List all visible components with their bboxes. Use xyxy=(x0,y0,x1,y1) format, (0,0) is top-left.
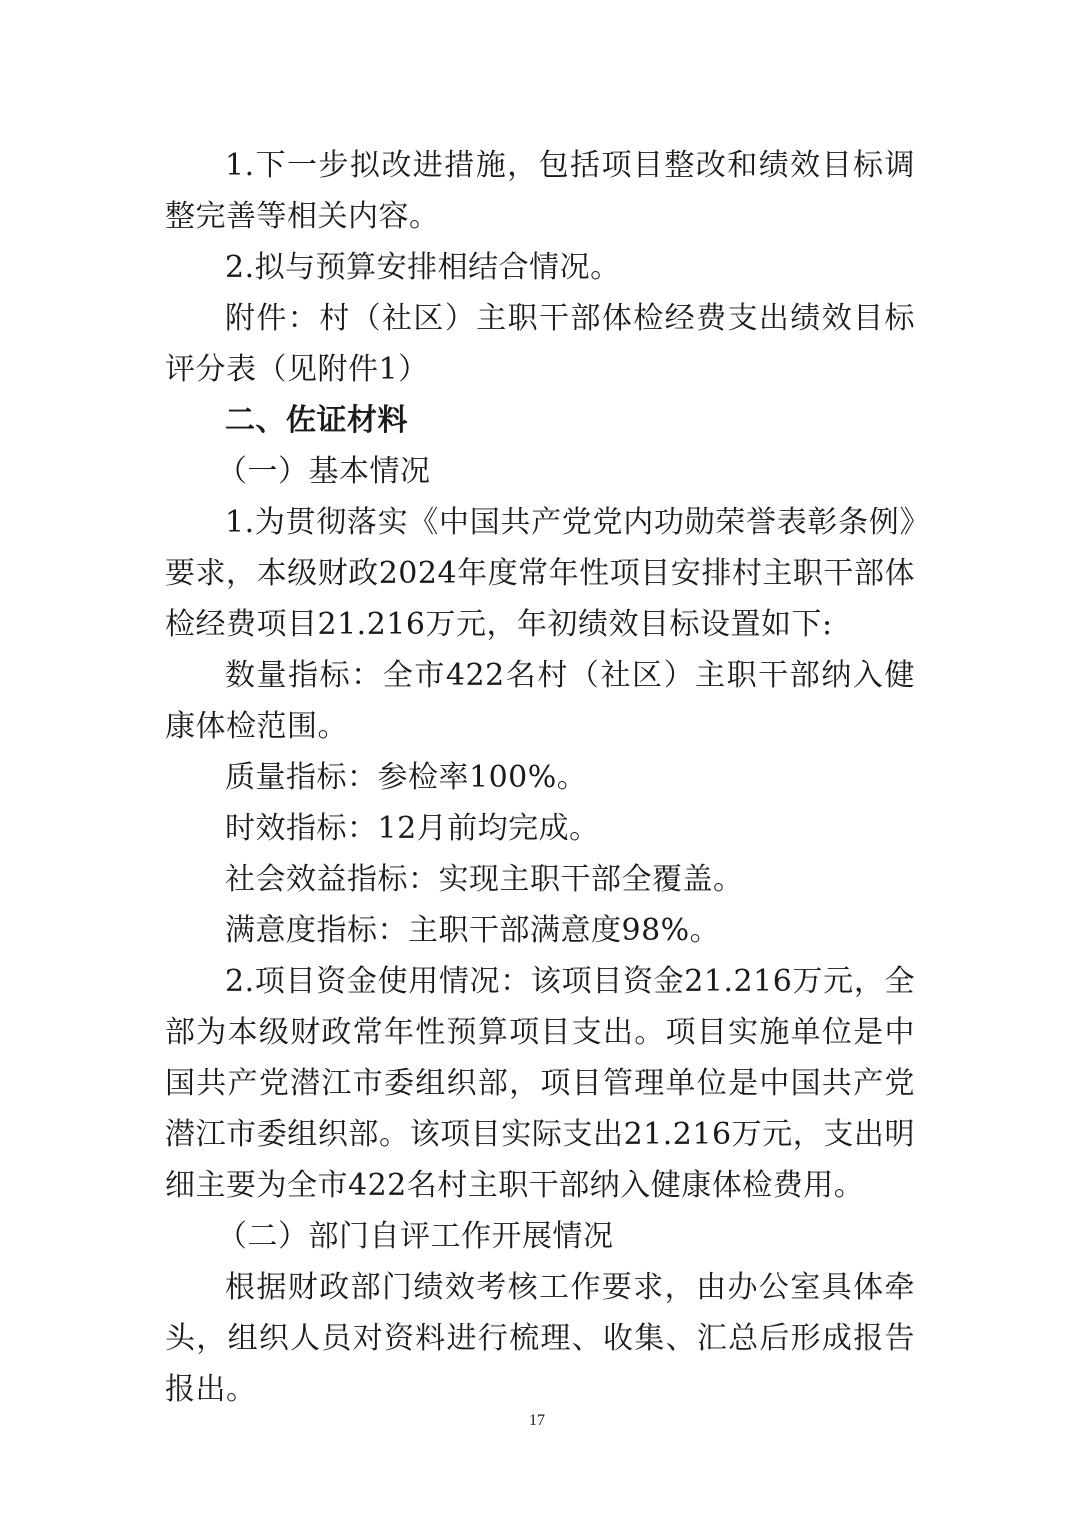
subheading-self-evaluation: （二）部门自评工作开展情况 xyxy=(217,1219,614,1254)
paragraph-self-evaluation-process: 根据财政部门绩效考核工作要求，由办公室具体牵头，组织人员对资料进行梳理、收集、汇总后形成报告报出。 xyxy=(165,1270,915,1407)
paragraph-timeliness-indicator: 时效指标：12月前均完成。 xyxy=(225,811,600,846)
section-heading-evidence: 二、佐证材料 xyxy=(225,403,408,438)
paragraph-improvement-measures: 1.下一步拟改进措施，包括项目整改和绩效目标调整完善等相关内容。 xyxy=(165,148,915,234)
paragraph-social-benefit-indicator: 社会效益指标：实现主职干部全覆盖。 xyxy=(225,862,744,897)
page-number: 17 xyxy=(529,1412,545,1429)
subheading-basic-info: （一）基本情况 xyxy=(217,454,431,489)
paragraph-budget-combination: 2.拟与预算安排相结合情况。 xyxy=(225,250,621,285)
paragraph-fund-usage: 2.项目资金使用情况：该项目资金21.216万元，全部为本级财政常年性预算项目支出。项目实施单位是中国共产党潜江市委组织部，项目管理单位是中国共产党潜江市委组织部。该项目实际支出21.216万元，支出明细主要为全市422名村主职干部纳入健康体检费用。 xyxy=(165,964,915,1203)
paragraph-quality-indicator: 质量指标：参检率100%。 xyxy=(225,760,588,795)
paragraph-attachment: 附件：村（社区）主职干部体检经费支出绩效目标评分表（见附件1） xyxy=(165,301,915,387)
document-body xyxy=(165,140,915,1415)
paragraph-satisfaction-indicator: 满意度指标：主职干部满意度98%。 xyxy=(225,913,721,948)
paragraph-project-background: 1.为贯彻落实《中国共产党党内功勋荣誉表彰条例》要求，本级财政2024年度常年性项目安排村主职干部体检经费项目21.216万元，年初绩效目标设置如下: xyxy=(165,505,915,642)
paragraph-quantity-indicator: 数量指标：全市422名村（社区）主职干部纳入健康体检范围。 xyxy=(165,658,915,744)
